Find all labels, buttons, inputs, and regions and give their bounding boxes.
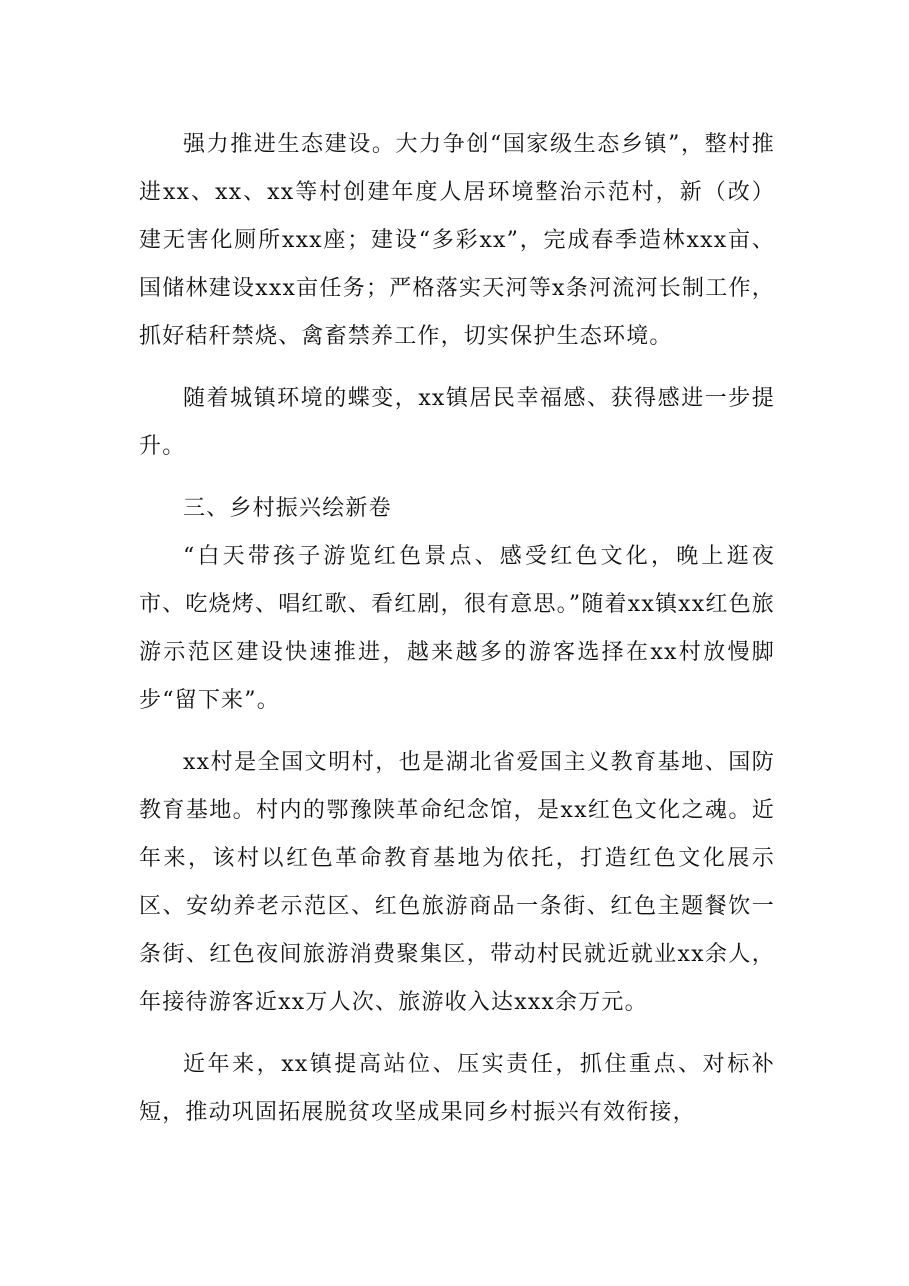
document-body	[139, 121, 775, 1151]
paragraph-rural-revitalization: 近年来，xx镇提高站位、压实责任，抓住重点、对标补短，推动巩固拓展脱贫攻坚成果同乡村振兴有效衔接，	[139, 1052, 775, 1125]
paragraph-village-intro: xx村是全国文明村，也是湖北省爱国主义教育基地、国防教育基地。村内的鄂豫陕革命纪念馆，是xx红色文化之魂。近年来，该村以红色革命教育基地为依托，打造红色文化展示区、安幼养老示范区、红色旅游商品一条街、红色主题餐饮一条街、红色夜间旅游消费聚集区，带动村民就近就业xx余人，年接待游客近xx万人次、旅游收入达xxx余万元。	[139, 750, 775, 1015]
paragraph-happiness: 随着城镇环境的蝶变，xx镇居民幸福感、获得感进一步提升。	[139, 386, 775, 459]
paragraph-red-tourism-quote: “白天带孩子游览红色景点、感受红色文化，晚上逛夜市、吃烧烤、唱红歌、看红剧，很有意思。”随着xx镇xx红色旅游示范区建设快速推进，越来越多的游客选择在xx村放慢脚步“留下来”。	[139, 544, 775, 713]
section-heading: 三、乡村振兴绘新卷	[183, 496, 392, 521]
paragraph-ecology: 强力推进生态建设。大力争创“国家级生态乡镇”，整村推进xx、xx、xx等村创建年度人居环境整治示范村，新（改）建无害化厕所xxx座；建设“多彩xx”，完成春季造林xxx亩、国储林建设xxx亩任务；严格落实天河等x条河流河长制工作，抓好秸秆禁烧、禽畜禁养工作，切实保护生态环境。	[139, 132, 775, 349]
